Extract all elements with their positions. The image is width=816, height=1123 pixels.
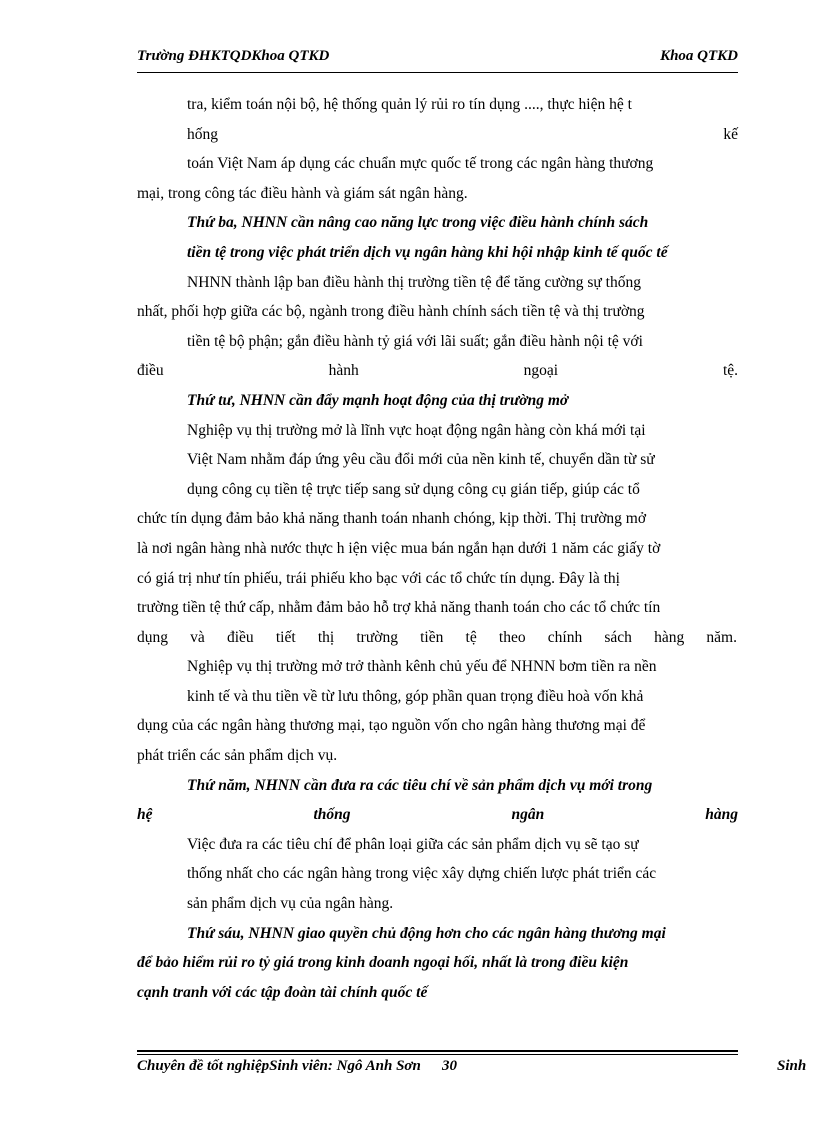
word: tệ.	[722, 362, 738, 380]
text-line: kinh tế và thu tiền về từ lưu thông, góp phần quan trọng điều hoà vốn khả	[187, 687, 644, 705]
text-line: sản phẩm dịch vụ của ngân hàng.	[187, 895, 394, 913]
text-line: tiền tệ bộ phận; gắn điều hành tỷ giá với lãi suất; gắn điều hành nội tệ với	[187, 332, 643, 350]
word: tệ	[465, 628, 477, 646]
text-line: là nơi ngân hàng nhà nước thực h iện việc mua bán ngắn hạn dưới 1 năm các giấy tờ	[137, 539, 661, 557]
word: sách	[604, 628, 632, 646]
text-line: dụng công cụ tiền tệ trực tiếp sang sử dụng công cụ gián tiếp, giúp các tổ	[187, 480, 640, 498]
text-line	[137, 623, 737, 653]
text-line: Việc đưa ra các tiêu chí để phân loại giữa các sản phẩm dịch vụ sẽ tạo sự	[187, 835, 639, 853]
text-line: Nghiệp vụ thị trường mở là lĩnh vực hoạt động ngân hàng còn khá mới tại	[187, 421, 646, 439]
word: điều	[226, 628, 254, 646]
word: điều	[137, 362, 164, 380]
text-line: Thứ tư, NHNN cần đẩy mạnh hoạt động của thị trường mở	[187, 391, 569, 409]
footer-rule	[137, 1050, 738, 1052]
page-header	[137, 48, 738, 72]
word: tiền	[420, 628, 444, 646]
text-line: có giá trị như tín phiếu, trái phiếu kho bạc với các tổ chức tín dụng. Đây là thị	[137, 569, 620, 587]
word: theo	[498, 628, 526, 646]
text-line: toán Việt Nam áp dụng các chuẩn mực quốc tế trong các ngân hàng thương	[187, 155, 654, 173]
text-line: mại, trong công tác điều hành và giám sát ngân hàng.	[137, 184, 468, 202]
text-line	[137, 356, 738, 386]
header-right: Khoa QTKD	[660, 48, 738, 64]
text-line: tiền tệ trong việc phát triển dịch vụ ngân hàng khi hội nhập kinh tế quốc tế	[187, 243, 668, 261]
footer-right: Sinh	[777, 1058, 807, 1074]
text-line: cạnh tranh với các tập đoàn tài chính quốc tế	[137, 983, 428, 1001]
word: ngoại	[523, 362, 559, 380]
header-rule	[137, 72, 738, 73]
text-line: Nghiệp vụ thị trường mở trở thành kênh chủ yếu để NHNN bơm tiền ra nền	[187, 658, 657, 676]
text-line: để bảo hiểm rủi ro tỷ giá trong kinh doanh ngoại hối, nhất là trong điều kiện	[137, 954, 629, 972]
text-line: NHNN thành lập ban điều hành thị trường tiền tệ để tăng cường sự thống	[187, 273, 641, 291]
word: tiết	[275, 628, 296, 646]
text-line: chức tín dụng đảm bảo khả năng thanh toán nhanh chóng, kịp thời. Thị trường mở	[137, 510, 647, 528]
footer-rule-thin	[137, 1054, 738, 1055]
text-line: trường tiền tệ thứ cấp, nhằm đảm bảo hỗ trợ khả năng thanh toán cho các tổ chức tín	[137, 599, 661, 617]
body-text	[137, 90, 738, 1007]
word: hệ	[137, 806, 153, 824]
word: trường	[356, 628, 398, 646]
word: hàng	[654, 628, 685, 646]
word: năm.	[706, 628, 737, 646]
text-line: phát triển các sản phẩm dịch vụ.	[137, 747, 338, 765]
text-line: nhất, phối hợp giữa các bộ, ngành trong điều hành chính sách tiền tệ và thị trường	[137, 303, 645, 321]
word: thống	[313, 806, 351, 824]
word: ngân	[511, 806, 545, 824]
text-line	[137, 800, 738, 830]
word: thị	[317, 628, 335, 646]
word: kế	[723, 125, 738, 143]
header-left: Trường ĐHKTQDKhoa QTKD	[137, 48, 330, 64]
text-line: dụng của các ngân hàng thương mại, tạo nguồn vốn cho ngân hàng thương mại để	[137, 717, 646, 735]
text-line: Thứ sáu, NHNN giao quyền chủ động hơn cho các ngân hàng thương mại	[187, 924, 666, 942]
page-number: 30	[442, 1058, 457, 1074]
text-line: Thứ ba, NHNN cần nâng cao năng lực trong việc điều hành chính sách	[187, 214, 649, 232]
text-line: Thứ năm, NHNN cần đưa ra các tiêu chí về sản phẩm dịch vụ mới trong	[187, 776, 653, 794]
word: hành	[328, 362, 359, 380]
word: và	[190, 628, 205, 646]
word: hàng	[705, 806, 738, 824]
word: dụng	[137, 628, 168, 646]
word: chính	[547, 628, 583, 646]
footer-left: Chuyên đề tốt nghiệpSinh viên: Ngô Anh Sơn	[137, 1058, 421, 1074]
text-line: Việt Nam nhằm đáp ứng yêu cầu đổi mới của nền kinh tế, chuyển dần từ sử	[187, 451, 655, 469]
word: hống	[187, 125, 218, 143]
text-line: tra, kiểm toán nội bộ, hệ thống quản lý rủi ro tín dụng ...., thực hiện hệ t	[187, 96, 632, 113]
text-line	[137, 120, 738, 150]
text-line: thống nhất cho các ngân hàng trong việc xây dựng chiến lược phát triển các	[187, 865, 657, 883]
